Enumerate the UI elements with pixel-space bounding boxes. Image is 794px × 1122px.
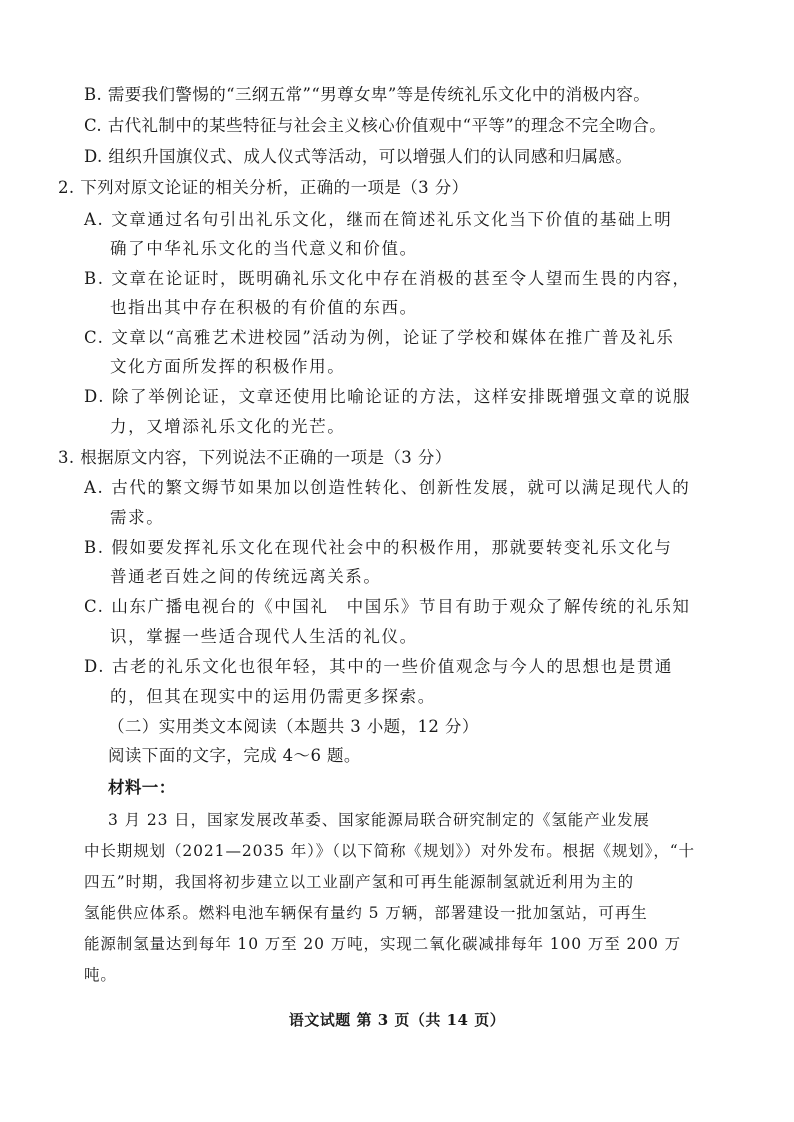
q3-option-c-line2: 识，掌握一些适合现代人生活的礼仪。 [110, 627, 418, 646]
q3-option-b-line2: 普通老百姓之间的传统远离关系。 [110, 567, 382, 586]
q2-option-a-line2: 确了中华礼乐文化的当代意义和价值。 [110, 239, 418, 258]
material-label: 材料一： [108, 778, 176, 797]
material-paragraph-line4: 氢能供应体系。燃料电池车辆保有量约 5 万辆，部署建设一批加氢站，可再生 [84, 904, 648, 922]
q2-option-d-line1: D. 除了举例论证，文章还使用比喻论证的方法，这样安排既增强文章的说服 [84, 387, 692, 406]
q2-option-c-line1: C. 文章以“高雅艺术进校园”活动为例，论证了学校和媒体在推广普及礼乐 [84, 328, 675, 347]
q1-option-c: C. 古代礼制中的某些特征与社会主义核心价值观中“平等”的理念不完全吻合。 [84, 116, 667, 135]
q2-option-b-line1: B. 文章在论证时，既明确礼乐文化中存在消极的甚至令人望而生畏的内容， [84, 269, 691, 288]
q3-option-c-line1: C. 山东广播电视台的《中国礼 中国乐》节目有助于观众了解传统的礼乐知 [84, 597, 691, 616]
q3-option-a-line1: A. 古代的繁文缛节如果加以创造性转化、创新性发展，就可以满足现代人的 [84, 478, 691, 497]
page-footer: 语文试题 第 3 页（共 14 页） [288, 1011, 506, 1029]
q2-option-c-line2: 文化方面所发挥的积极作用。 [110, 357, 346, 376]
q3-option-d-line2: 的，但其在现实中的运用仍需更多探索。 [110, 687, 436, 706]
q2-stem: 2. 下列对原文论证的相关分析，正确的一项是（3 分） [58, 178, 469, 197]
section-instruction: 阅读下面的文字，完成 4～6 题。 [108, 746, 361, 765]
q3-stem: 3. 根据原文内容，下列说法不正确的一项是（3 分） [58, 448, 452, 467]
q3-option-d-line1: D. 古老的礼乐文化也很年轻，其中的一些价值观念与今人的思想也是贯通 [84, 657, 674, 676]
q1-option-d: D. 组织升国旗仪式、成人仪式等活动，可以增强人们的认同感和归属感。 [84, 147, 633, 166]
material-paragraph-line1: 3 月 23 日，国家发展改革委、国家能源局联合研究制定的《氢能产业发展 [108, 811, 650, 829]
q1-option-b: B. 需要我们警惕的“三纲五常”“男尊女卑”等是传统礼乐文化中的消极内容。 [84, 85, 651, 104]
q3-option-b-line1: B. 假如要发挥礼乐文化在现代社会中的积极作用，那就要转变礼乐文化与 [84, 538, 673, 557]
material-paragraph-line6: 吨。 [84, 966, 117, 984]
material-paragraph-line3: 四五”时期，我国将初步建立以工业副产氢和可再生能源制氢就近利用为主的 [84, 873, 635, 891]
q2-option-d-line2: 力，又增添礼乐文化的光芒。 [110, 417, 346, 436]
q3-option-a-line2: 需求。 [110, 508, 165, 527]
q2-option-b-line2: 也指出其中存在积极的有价值的东西。 [110, 298, 418, 317]
q2-option-a-line1: A. 文章通过名句引出礼乐文化，继而在简述礼乐文化当下价值的基础上明 [84, 210, 673, 229]
section-heading: （二）实用类文本阅读（本题共 3 小题，12 分） [108, 717, 479, 736]
material-paragraph-line5: 能源制氢量达到每年 10 万至 20 万吨，实现二氧化碳减排每年 100 万至 200 万 [84, 935, 682, 953]
material-paragraph-line2: 中长期规划（2021—2035 年）》（以下简称《规划》）对外发布。根据《规划》，“十 [84, 842, 695, 860]
